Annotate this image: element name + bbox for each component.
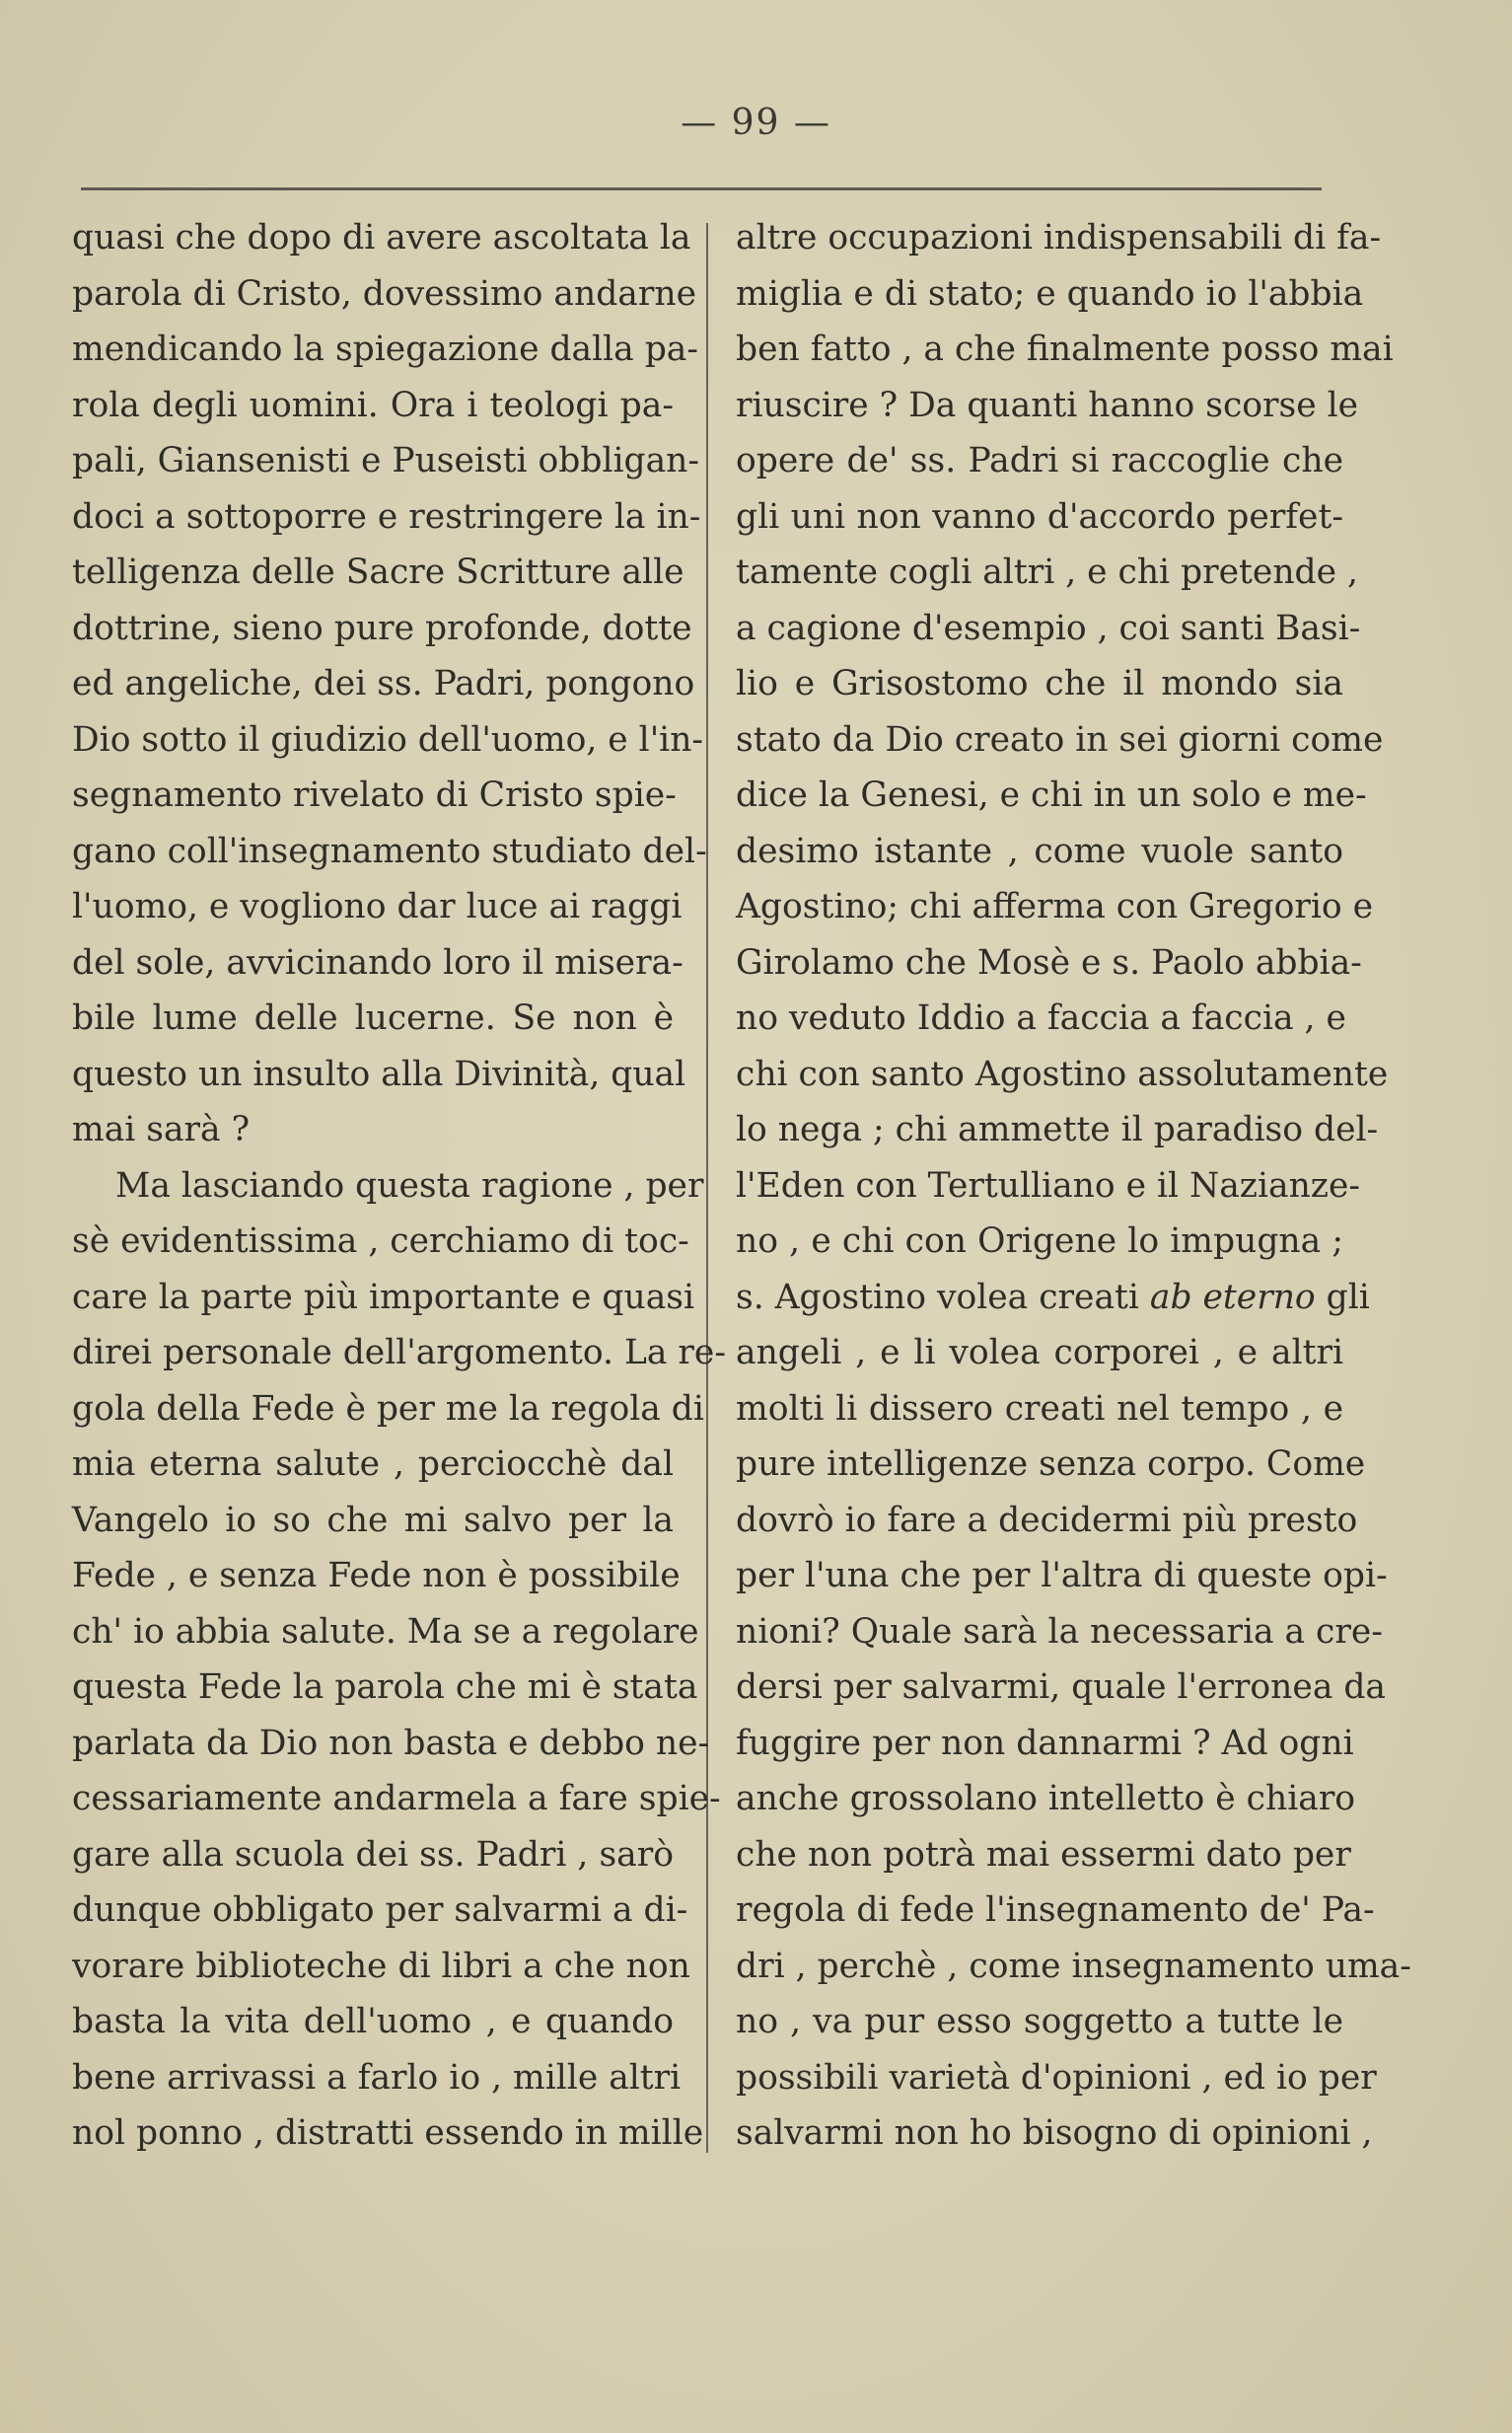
column-divider (706, 223, 708, 2153)
text-line: ed angeliche, dei ss. Padri, pongono (72, 664, 695, 703)
text-segment: s. Agostino volea creati (736, 1277, 1150, 1317)
text-line: no , e chi con Origene lo impugna ; (736, 1221, 1343, 1261)
text-line: bene arrivassi a farlo io , mille altri (72, 2057, 682, 2098)
text-line: ch' io abbia salute. Ma se a regolare (72, 1611, 699, 1652)
text-line: opere de' ss. Padri si raccoglie che (736, 441, 1343, 480)
text-line: gola della Fede è per me la regola di (72, 1388, 704, 1429)
text-line: questo un insulto alla Divinità, qual (72, 1054, 686, 1094)
text-line: dice la Genesi, e chi in un solo e me- (736, 775, 1367, 815)
text-line: possibili varietà d'opinioni , ed io per (736, 2057, 1377, 2098)
text-line: vorare biblioteche di libri a che non (72, 1946, 690, 1986)
text-line: per l'una che per l'altra di queste opi- (736, 1556, 1388, 1595)
page-number: — 99 — (681, 103, 831, 143)
text-line: parola di Cristo, dovessimo andarne (72, 273, 696, 314)
text-line: telligenza delle Sacre Scritture alle (72, 553, 684, 592)
text-line: Dio sotto il giudizio dell'uomo, e l'in- (72, 719, 704, 760)
text-line: sè evidentissima , cerchiamo di toc- (72, 1221, 689, 1261)
text-line: lo nega ; chi ammette il paradiso del- (736, 1110, 1379, 1149)
text-line: mai sarà ? (72, 1110, 251, 1149)
text-line: mia eterna salute , perciocchè dal (72, 1444, 674, 1484)
text-line: riuscire ? Da quanti hanno scorse le (736, 385, 1359, 425)
text-line: miglia e di stato; e quando io l'abbia (736, 273, 1364, 314)
text-line (736, 1270, 1370, 1326)
text-line: mendicando la spiegazione dalla pa- (72, 330, 699, 369)
text-line: Girolamo che Mosè e s. Paolo abbia- (736, 942, 1362, 983)
text-line: Vangelo io so che mi salvo per la (72, 1500, 674, 1540)
text-line: chi con santo Agostino assolutamente (736, 1054, 1389, 1094)
text-line: stato da Dio creato in sei giorni come (736, 719, 1384, 760)
text-line: quasi che dopo di avere ascoltata la (72, 218, 691, 258)
text-line: Ma lasciando questa ragione , per (115, 1165, 704, 1206)
text-line: lio e Grisostomo che il mondo sia (736, 664, 1343, 703)
left-column (72, 210, 726, 2162)
text-line: nol ponno , distratti essendo in mille (72, 2113, 704, 2153)
text-line: l'Eden con Tertulliano e il Nazianze- (736, 1165, 1361, 1206)
text-line: nioni? Quale sarà la necessaria a cre- (736, 1611, 1383, 1652)
text-line: dovrò io fare a decidermi più presto (736, 1500, 1358, 1540)
text-line: del sole, avvicinando loro il misera- (72, 942, 684, 983)
right-column (736, 210, 1411, 2162)
text-line: basta la vita dell'uomo , e quando (72, 2002, 674, 2041)
text-line: questa Fede la parola che mi è stata (72, 1667, 698, 1707)
text-line: doci a sottoporre e restringere la in- (72, 496, 701, 537)
text-line: dottrine, sieno pure profonde, dotte (72, 608, 692, 648)
text-line: a cagione d'esempio , coi santi Basi- (736, 608, 1361, 648)
text-line: salvarmi non ho bisogno di opinioni , (736, 2113, 1373, 2153)
text-line: no , va pur esso soggetto a tutte le (736, 2002, 1343, 2041)
text-line: ben fatto , a che finalmente posso mai (736, 330, 1394, 369)
text-line: dri , perchè , come insegnamento uma- (736, 1946, 1411, 1986)
text-line: pali, Giansenisti e Puseisti obbligan- (72, 441, 700, 480)
text-line: tamente cogli altri , e chi pretende , (736, 553, 1358, 592)
text-line: che non potrà mai essermi dato per (736, 1834, 1351, 1875)
text-line: altre occupazioni indispensabili di fa- (736, 218, 1382, 258)
text-line: parlata da Dio non basta e debbo ne- (72, 1723, 710, 1763)
text-line: fuggire per non dannarmi ? Ad ogni (736, 1723, 1354, 1763)
text-line: segnamento rivelato di Cristo spie- (72, 775, 677, 815)
text-line: molti li dissero creati nel tempo , e (736, 1388, 1343, 1429)
text-line: bile lume delle lucerne. Se non è (72, 998, 674, 1038)
text-line: gare alla scuola dei ss. Padri , sarò (72, 1834, 674, 1875)
text-line: pure intelligenze senza corpo. Come (736, 1444, 1366, 1484)
text-line: anche grossolano intelletto è chiaro (736, 1779, 1356, 1818)
italic-phrase: ab eterno (1149, 1277, 1316, 1317)
text-line: dersi per salvarmi, quale l'erronea da (736, 1667, 1387, 1707)
text-line: desimo istante , come vuole santo (736, 831, 1343, 871)
text-line: l'uomo, e vogliono dar luce ai raggi (72, 887, 683, 926)
text-line: dunque obbligato per salvarmi a di- (72, 1890, 688, 1930)
text-line: gli uni non vanno d'accordo perfet- (736, 496, 1343, 537)
text-line: care la parte più importante e quasi (72, 1277, 695, 1317)
text-line: Fede , e senza Fede non è possibile (72, 1556, 681, 1595)
text-segment: gli (1315, 1277, 1370, 1317)
text-line: gano coll'insegnamento studiato del- (72, 831, 707, 871)
text-line: direi personale dell'argomento. La re- (72, 1333, 726, 1372)
header-rule (81, 187, 1322, 190)
text-line: Agostino; chi afferma con Gregorio e (736, 887, 1374, 926)
text-line: angeli , e li volea corporei , e altri (736, 1333, 1343, 1372)
text-line: cessariamente andarmela a fare spie- (72, 1779, 721, 1818)
text-line: regola di fede l'insegnamento de' Pa- (736, 1890, 1375, 1930)
text-line: rola degli uomini. Ora i teologi pa- (72, 385, 674, 425)
text-line: no veduto Iddio a faccia a faccia , e (736, 998, 1346, 1038)
